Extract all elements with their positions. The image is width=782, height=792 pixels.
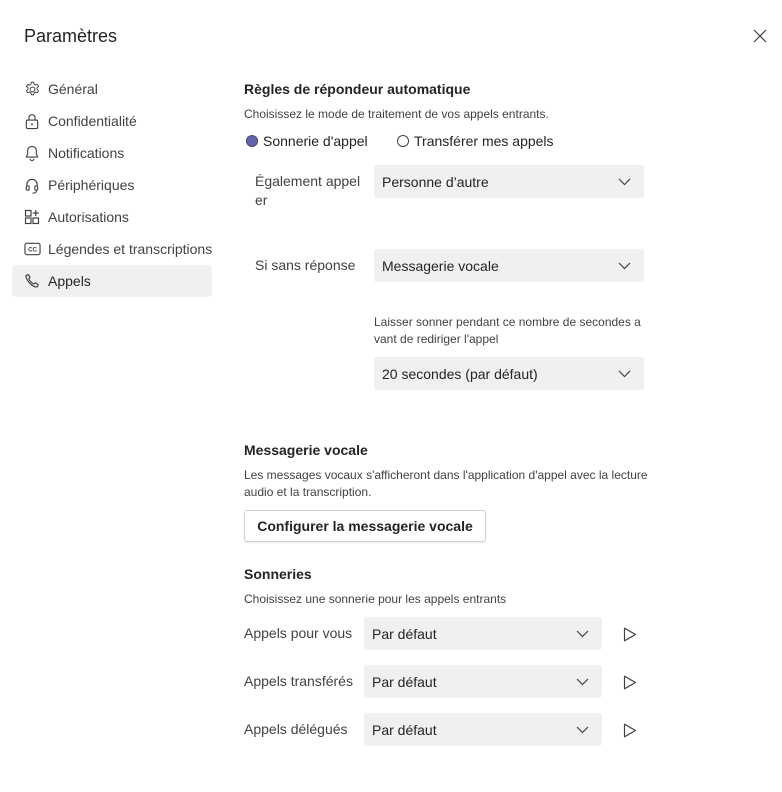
no-answer-label: Si sans réponse: [255, 257, 356, 273]
sidebar-item-label: Appels: [48, 273, 91, 289]
chevron-down-icon: [574, 722, 590, 738]
sidebar-item-label: Autorisations: [48, 209, 129, 225]
chevron-down-icon: [616, 174, 632, 190]
ringtone-value: Par défaut: [372, 673, 437, 690]
chevron-down-icon: [616, 258, 632, 274]
page-title: Paramètres: [24, 26, 118, 46]
sidebar-item-label: Notifications: [48, 145, 125, 161]
voicemail-description: Les messages vocaux s'afficheront dans l'application d'appel avec la lecture audio et la transcription.: [244, 468, 648, 499]
no-answer-select[interactable]: [374, 249, 644, 282]
ring-seconds-description: Laisser sonner pendant ce nombre de secondes avant de rediriger l'appel: [374, 315, 641, 346]
close-button[interactable]: [748, 24, 772, 48]
chevron-down-icon: [574, 626, 590, 642]
configure-voicemail-button[interactable]: Configurer la messagerie vocale: [244, 510, 486, 542]
sidebar-item-calls[interactable]: [12, 265, 212, 297]
sidebar-item-general[interactable]: [12, 73, 212, 105]
sidebar-item-devices[interactable]: [12, 169, 212, 201]
auto-answer-description: Choisissez le mode de traitement de vos appels entrants.: [244, 107, 549, 121]
play-ringtone-button[interactable]: [620, 624, 640, 644]
ringtones-heading: Sonneries: [244, 566, 312, 582]
ringtone-value: Par défaut: [372, 721, 437, 738]
ringtones-description: Choisissez une sonnerie pour les appels entrants: [244, 592, 507, 606]
radio-ring-label: Sonnerie d'appel: [263, 133, 368, 149]
sidebar-item-label: Légendes et transcriptions: [48, 241, 213, 257]
ringtone-delegated-calls-select[interactable]: [364, 713, 602, 746]
ringtone-row-label: Appels délégués: [244, 721, 348, 737]
play-ringtone-button[interactable]: [620, 672, 640, 692]
bell-icon: [23, 144, 41, 162]
sidebar-item-captions[interactable]: [12, 233, 212, 265]
close-icon: [753, 29, 767, 43]
ringtone-value: Par défaut: [372, 625, 437, 642]
radio-forward-calls[interactable]: [397, 133, 554, 149]
apps-icon: [23, 208, 41, 226]
play-icon: [623, 675, 637, 690]
lock-icon: [23, 112, 41, 130]
headset-icon: [23, 176, 41, 194]
ring-seconds-select[interactable]: [374, 357, 644, 390]
also-call-select[interactable]: [374, 165, 644, 198]
sidebar-item-label: Périphériques: [48, 177, 135, 193]
cc-icon: [23, 240, 41, 258]
sidebar-item-label: Général: [48, 81, 98, 97]
radio-selected-icon: [246, 135, 258, 147]
play-icon: [623, 627, 637, 642]
phone-icon: [23, 272, 41, 290]
ringtone-row-label: Appels pour vous: [244, 625, 353, 641]
also-call-label: Également appeler: [255, 173, 361, 208]
ringtone-row-label: Appels transférés: [244, 673, 353, 689]
sidebar-item-permissions[interactable]: [12, 201, 212, 233]
sidebar-item-notifications[interactable]: [12, 137, 212, 169]
ring-seconds-value: 20 secondes (par défaut): [382, 365, 538, 382]
ringtone-calls-for-you-select[interactable]: [364, 617, 602, 650]
ringtone-forwarded-calls-select[interactable]: [364, 665, 602, 698]
auto-answer-heading: Règles de répondeur automatique: [244, 81, 471, 97]
radio-ring-call[interactable]: [246, 133, 368, 149]
sidebar-item-label: Confidentialité: [48, 113, 137, 129]
play-ringtone-button[interactable]: [620, 720, 640, 740]
radio-unselected-icon: [397, 135, 409, 147]
chevron-down-icon: [574, 674, 590, 690]
voicemail-heading: Messagerie vocale: [244, 442, 368, 458]
also-call-value: Personne d’autre: [382, 173, 489, 190]
svg-text:CC: CC: [27, 246, 37, 254]
chevron-down-icon: [616, 366, 632, 382]
play-icon: [623, 723, 637, 738]
radio-forward-label: Transférer mes appels: [414, 133, 554, 149]
sidebar-item-privacy[interactable]: [12, 105, 212, 137]
settings-sidebar: [12, 73, 212, 297]
gear-icon: [23, 80, 41, 98]
no-answer-value: Messagerie vocale: [382, 257, 499, 274]
